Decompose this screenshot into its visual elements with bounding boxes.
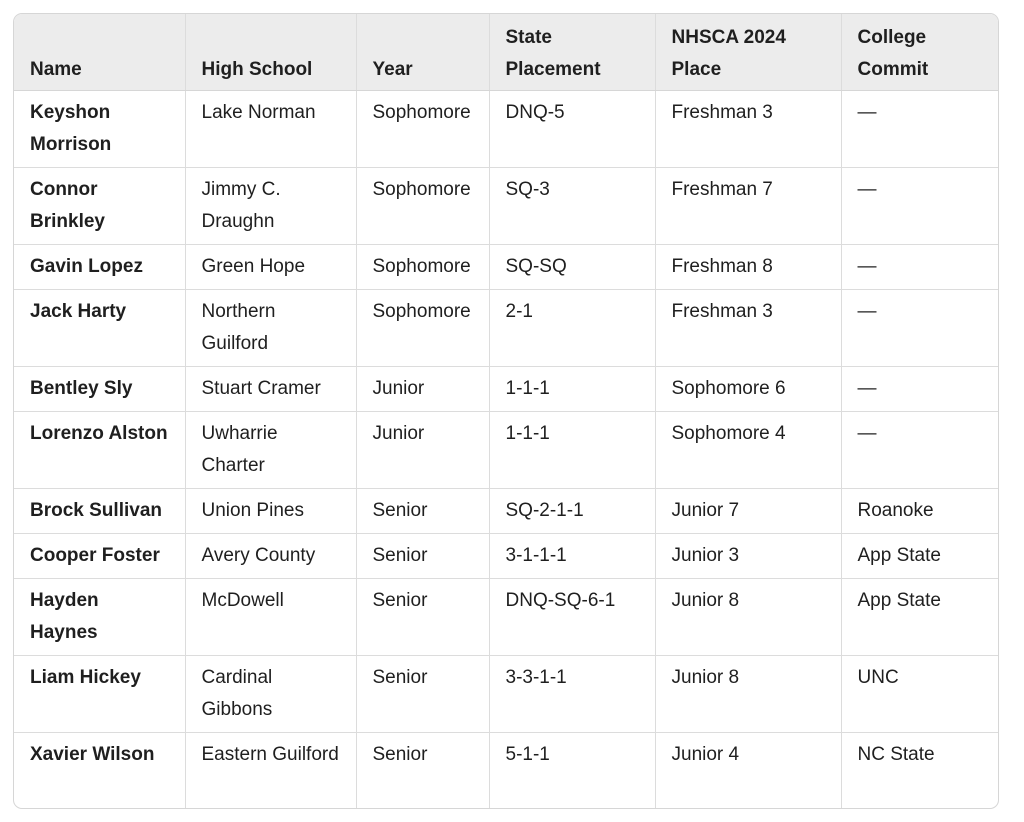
cell-college-commit: App State — [841, 578, 998, 655]
cell-college-commit: NC State — [857, 743, 935, 765]
cell-high-school: Stuart Cramer — [185, 366, 356, 411]
wrestler-table — [14, 14, 998, 808]
cell-nhsca-place: Freshman 8 — [655, 244, 841, 289]
table-header — [14, 14, 998, 90]
cell-year: Senior — [356, 578, 489, 655]
cell-name: Brock Sullivan — [14, 488, 185, 533]
cell-college-commit: — — [841, 289, 998, 366]
cell-name: Xavier Wilson — [14, 732, 185, 808]
table-row — [14, 366, 998, 411]
cell-year: Senior — [356, 732, 489, 808]
cell-college-commit: — — [841, 167, 998, 244]
table-row — [14, 411, 998, 488]
cell-high-school: Northern Guilford — [185, 289, 356, 366]
cell-state-placement: 1-1-1 — [489, 366, 655, 411]
table-row — [14, 289, 998, 366]
cell-nhsca-place: Freshman 3 — [655, 289, 841, 366]
cell-high-school: Jimmy C. Draughn — [185, 167, 356, 244]
table-row — [14, 732, 998, 808]
cell-year: Sophomore — [356, 90, 489, 167]
cell-high-school: Union Pines — [185, 488, 356, 533]
column-header-name: Name — [14, 14, 185, 90]
cell-high-school: Green Hope — [185, 244, 356, 289]
cell-college-commit: — — [841, 366, 998, 411]
cell-nhsca-place: Sophomore 6 — [655, 366, 841, 411]
cell-nhsca-place: Junior 3 — [655, 533, 841, 578]
cell-state-placement: SQ-2-1-1 — [489, 488, 655, 533]
cell-college-commit: — — [841, 90, 998, 167]
column-header-state-placement: State Placement — [489, 14, 655, 90]
cell-year: Junior — [356, 411, 489, 488]
cell-nhsca-place: Freshman 7 — [655, 167, 841, 244]
cell-nhsca-place: Junior 8 — [655, 578, 841, 655]
cell-high-school: McDowell — [185, 578, 356, 655]
cell-name: Cooper Foster — [14, 533, 185, 578]
table-row — [14, 90, 998, 167]
cell-state-placement: DNQ-SQ-6-1 — [489, 578, 655, 655]
cell-year: Senior — [356, 533, 489, 578]
cell-college-commit: — — [841, 411, 998, 488]
cell-name: Connor Brinkley — [14, 167, 185, 244]
cell-high-school: Cardinal Gibbons — [185, 655, 356, 732]
cell-state-placement: 2-1 — [489, 289, 655, 366]
cell-college-commit: Roanoke — [841, 488, 998, 533]
cell-high-school: Eastern Guilford — [185, 732, 356, 808]
cell-year: Sophomore — [356, 167, 489, 244]
header-row — [14, 14, 998, 90]
table-row — [14, 578, 998, 655]
cell-high-school: Lake Norman — [185, 90, 356, 167]
cell-year: Sophomore — [356, 244, 489, 289]
cell-year: Junior — [356, 366, 489, 411]
table-row — [14, 167, 998, 244]
table-row — [14, 488, 998, 533]
cell-state-placement: DNQ-5 — [489, 90, 655, 167]
cell-name: Gavin Lopez — [14, 244, 185, 289]
cell-nhsca-place: Freshman 3 — [655, 90, 841, 167]
cell-name: Lorenzo Alston — [14, 411, 185, 488]
cell-state-placement: 3-3-1-1 — [489, 655, 655, 732]
cell-name: Keyshon Morrison — [14, 90, 185, 167]
cell-year: Sophomore — [356, 289, 489, 366]
cell-college-commit: UNC — [841, 655, 998, 732]
column-header-year: Year — [356, 14, 489, 90]
cell-nhsca-place: Junior 4 — [655, 732, 841, 808]
cell-year: Senior — [356, 655, 489, 732]
cell-state-placement: 3-1-1-1 — [489, 533, 655, 578]
cell-year: Senior — [356, 488, 489, 533]
wrestler-table-container — [13, 13, 999, 809]
column-header-nhsca-place: NHSCA 2024 Place — [655, 14, 841, 90]
table-row — [14, 533, 998, 578]
cell-college-commit: — — [841, 244, 998, 289]
cell-nhsca-place: Sophomore 4 — [655, 411, 841, 488]
cell-college-commit: App State — [841, 533, 998, 578]
cell-nhsca-place: Junior 8 — [655, 655, 841, 732]
cell-state-placement: SQ-3 — [489, 167, 655, 244]
column-header-college-commit: College Commit — [841, 14, 998, 90]
cell-nhsca-place: Junior 7 — [655, 488, 841, 533]
cell-state-placement: SQ-SQ — [489, 244, 655, 289]
cell-state-placement: 1-1-1 — [489, 411, 655, 488]
cell-name: Bentley Sly — [14, 366, 185, 411]
column-header-high-school: High School — [185, 14, 356, 90]
table-row — [14, 655, 998, 732]
cell-high-school: Avery County — [185, 533, 356, 578]
cell-high-school: Uwharrie Charter — [185, 411, 356, 488]
cell-name: Hayden Haynes — [14, 578, 185, 655]
cell-name: Liam Hickey — [14, 655, 185, 732]
table-body — [14, 90, 998, 808]
cell-name: Jack Harty — [14, 289, 185, 366]
cell-state-placement: 5-1-1 — [489, 732, 655, 808]
table-row — [14, 244, 998, 289]
